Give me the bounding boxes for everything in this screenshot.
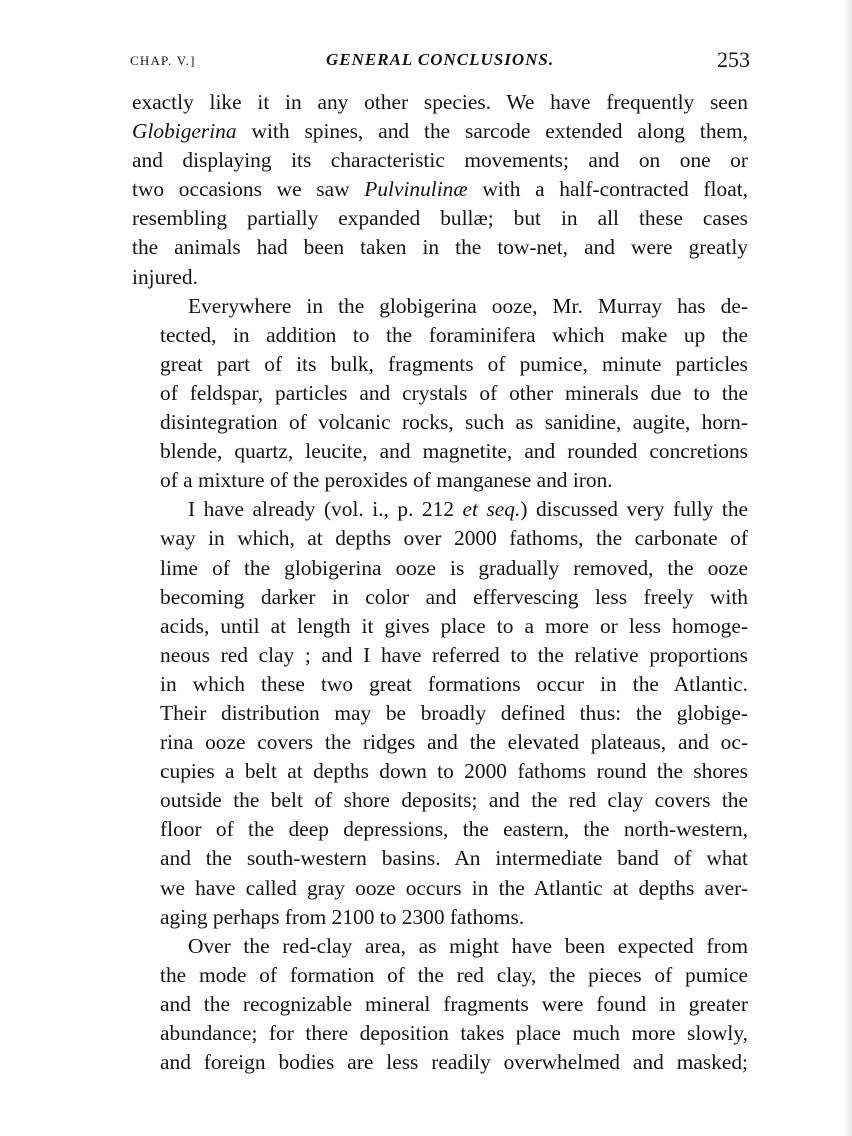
text-line [132, 408, 748, 437]
text-line [132, 437, 748, 466]
text-line [132, 495, 748, 524]
text-line [132, 1048, 748, 1077]
text-segment: Their distribution may be broadly defined thus: the globige- [160, 700, 748, 725]
text-segment: the mode of formation of the red clay, the pieces of pumice [160, 962, 748, 987]
body-text [132, 88, 748, 1077]
text-line [132, 961, 748, 990]
text-segment: aging perhaps from 2100 to 2300 fathoms. [160, 904, 525, 929]
text-line [132, 815, 748, 844]
text-segment: of a mixture of the peroxides of manganese and iron. [160, 468, 613, 493]
text-segment: resembling partially expanded bullæ; but in all these cases [132, 206, 748, 231]
text-line [132, 524, 748, 553]
text-segment: great part of its bulk, fragments of pumice, minute particles [160, 351, 748, 376]
text-line [132, 350, 748, 379]
italic-term: et seq. [462, 497, 521, 522]
text-segment: floor of the deep depressions, the eastern, the north-western, [160, 817, 748, 842]
page-edge-shadow [842, 0, 852, 1136]
text-line [132, 932, 748, 961]
text-segment: and the recognizable mineral fragments were found in greater [160, 991, 748, 1016]
text-segment: lime of the globigerina ooze is gradually removed, the ooze [160, 555, 748, 580]
text-segment: abundance; for there deposition takes place much more slowly, [160, 1021, 748, 1045]
paragraph [132, 495, 748, 931]
text-segment: of feldspar, particles and crystals of other minerals due to the [160, 380, 748, 405]
text-segment: tected, in addition to the foraminifera which make up the [160, 322, 748, 347]
paragraph [132, 88, 748, 292]
paragraph [132, 292, 748, 496]
text-segment: Everywhere in the globigerina ooze, Mr. Murray has de- [188, 293, 748, 318]
text-line [132, 117, 748, 146]
chapter-label: CHAP. V.] [130, 53, 196, 68]
text-segment: two occasions we saw [132, 177, 365, 202]
text-line [132, 699, 748, 728]
text-segment: the animals had been taken in the tow-net, and were greatly [132, 235, 748, 260]
text-segment: in which these two great formations occur in the Atlantic. [160, 671, 748, 696]
text-line [132, 641, 748, 670]
text-line [132, 233, 748, 262]
text-segment: outside the belt of shore deposits; and the red clay covers the [160, 788, 748, 813]
text-line [132, 757, 748, 786]
italic-term: Pulvinulinæ [364, 177, 468, 202]
text-segment: neous red clay ; and I have referred to the relative proportions [160, 642, 748, 667]
text-line [132, 204, 748, 233]
text-segment: with a half-contracted float, [467, 177, 748, 202]
text-segment: cupies a belt at depths down to 2000 fathoms round the shores [160, 759, 748, 784]
text-line [132, 844, 748, 873]
text-segment: blende, quartz, leucite, and magnetite, and rounded concretions [160, 439, 748, 464]
text-line [132, 1019, 748, 1048]
text-line [132, 786, 748, 815]
text-segment: with spines, and the sarcode extended along them, [236, 119, 748, 144]
text-segment: and displaying its characteristic movements; and on one or [132, 148, 748, 173]
text-line [132, 990, 748, 1019]
paragraph [132, 932, 748, 1077]
text-segment: I have already (vol. i., p. 212 [188, 497, 463, 522]
text-segment: we have called gray ooze occurs in the Atlantic at depths aver- [160, 875, 748, 900]
text-segment: rina ooze covers the ridges and the elevated plateaus, and oc- [160, 730, 748, 755]
text-line [132, 175, 748, 204]
text-line [132, 903, 748, 932]
text-line [132, 612, 748, 641]
text-segment: exactly like it in any other species. We have frequently seen [132, 90, 748, 114]
text-line [132, 670, 748, 699]
text-segment: ) discussed very fully the [520, 497, 749, 522]
running-title: GENERAL CONCLUSIONS. [326, 50, 555, 69]
text-segment: and foreign bodies are less readily overwhelmed and masked; [160, 1050, 748, 1075]
text-segment: acids, until at length it gives place to a more or less homoge- [160, 613, 748, 638]
text-line [132, 263, 748, 292]
text-line [132, 554, 748, 583]
text-line [132, 88, 748, 117]
text-line [132, 874, 748, 903]
text-line [132, 728, 748, 757]
running-header [130, 47, 750, 75]
text-segment: Over the red-clay area, as might have been expected from [188, 933, 748, 958]
text-line [132, 292, 748, 321]
page-number: 253 [717, 47, 750, 72]
text-line [132, 379, 748, 408]
italic-term: Globigerina [132, 119, 237, 144]
text-line [132, 466, 748, 495]
text-segment: way in which, at depths over 2000 fathoms, the carbonate of [160, 526, 748, 551]
text-line [132, 146, 748, 175]
text-line [132, 321, 748, 350]
text-segment: becoming darker in color and effervescing less freely with [160, 584, 748, 609]
text-segment: and the south-western basins. An intermediate band of what [160, 846, 748, 871]
text-line [132, 583, 748, 612]
text-segment: injured. [132, 264, 198, 289]
text-segment: disintegration of volcanic rocks, such as sanidine, augite, horn- [160, 410, 748, 435]
